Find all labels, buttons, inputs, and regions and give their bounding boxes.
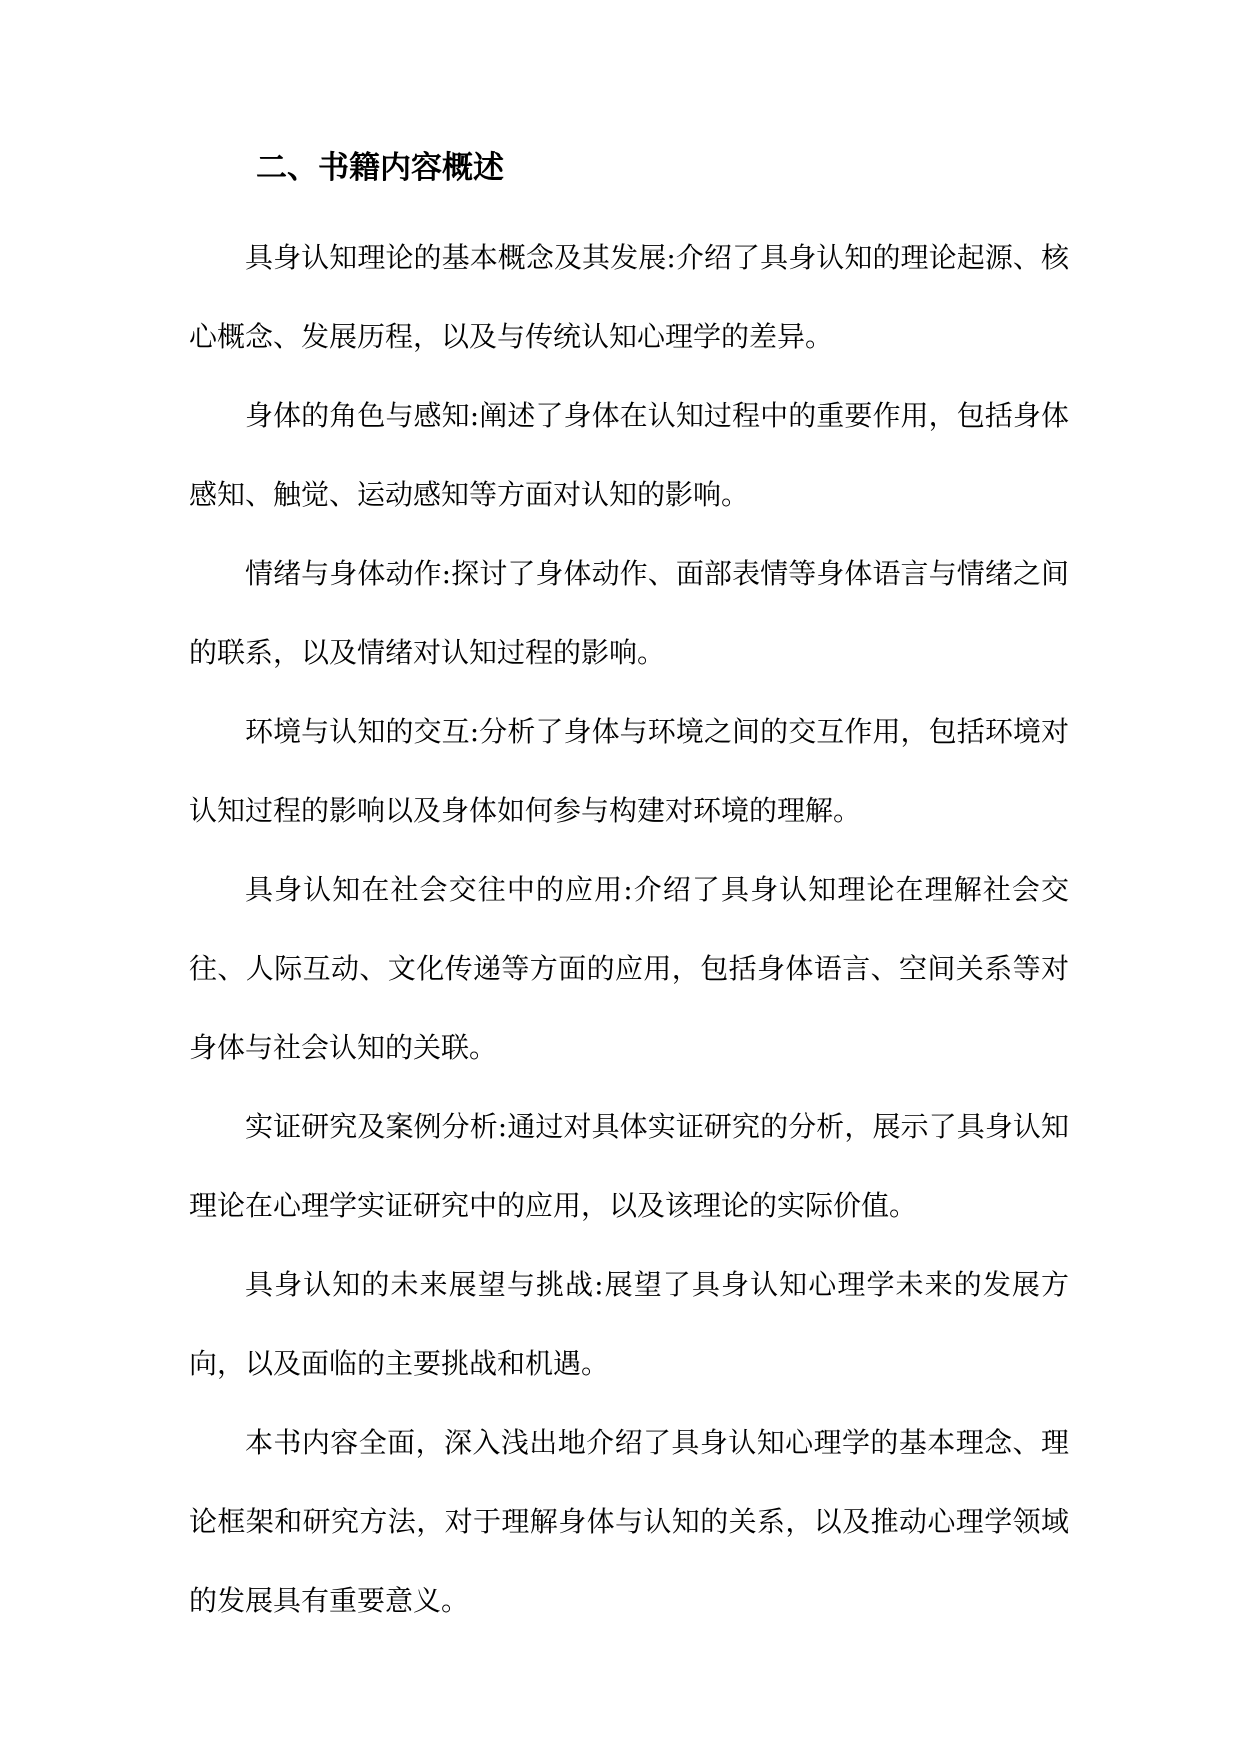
section-heading: 二、书籍内容概述	[256, 150, 504, 186]
paragraph: 本书内容全面，深入浅出地介绍了具身认知心理学的基本理念、理论框架和研究方法，对于理解身体与认知的关系，以及推动心理学领域的发展具有重要意义。	[189, 1426, 1069, 1617]
body-text	[189, 218, 1069, 1640]
paragraph: 情绪与身体动作:探讨了身体动作、面部表情等身体语言与情绪之间的联系，以及情绪对认知过程的影响。	[189, 557, 1069, 669]
paragraph: 实证研究及案例分析:通过对具体实证研究的分析，展示了具身认知理论在心理学实证研究中的应用，以及该理论的实际价值。	[189, 1110, 1069, 1222]
paragraph: 环境与认知的交互:分析了身体与环境之间的交互作用，包括环境对认知过程的影响以及身体如何参与构建对环境的理解。	[189, 715, 1069, 827]
paragraph: 具身认知的未来展望与挑战:展望了具身认知心理学未来的发展方向，以及面临的主要挑战和机遇。	[189, 1268, 1069, 1380]
paragraph: 身体的角色与感知:阐述了身体在认知过程中的重要作用，包括身体感知、触觉、运动感知等方面对认知的影响。	[189, 399, 1069, 511]
paragraph: 具身认知理论的基本概念及其发展:介绍了具身认知的理论起源、核心概念、发展历程，以及与传统认知心理学的差异。	[189, 241, 1069, 353]
paragraph: 具身认知在社会交往中的应用:介绍了具身认知理论在理解社会交往、人际互动、文化传递等方面的应用，包括身体语言、空间关系等对身体与社会认知的关联。	[189, 873, 1069, 1064]
